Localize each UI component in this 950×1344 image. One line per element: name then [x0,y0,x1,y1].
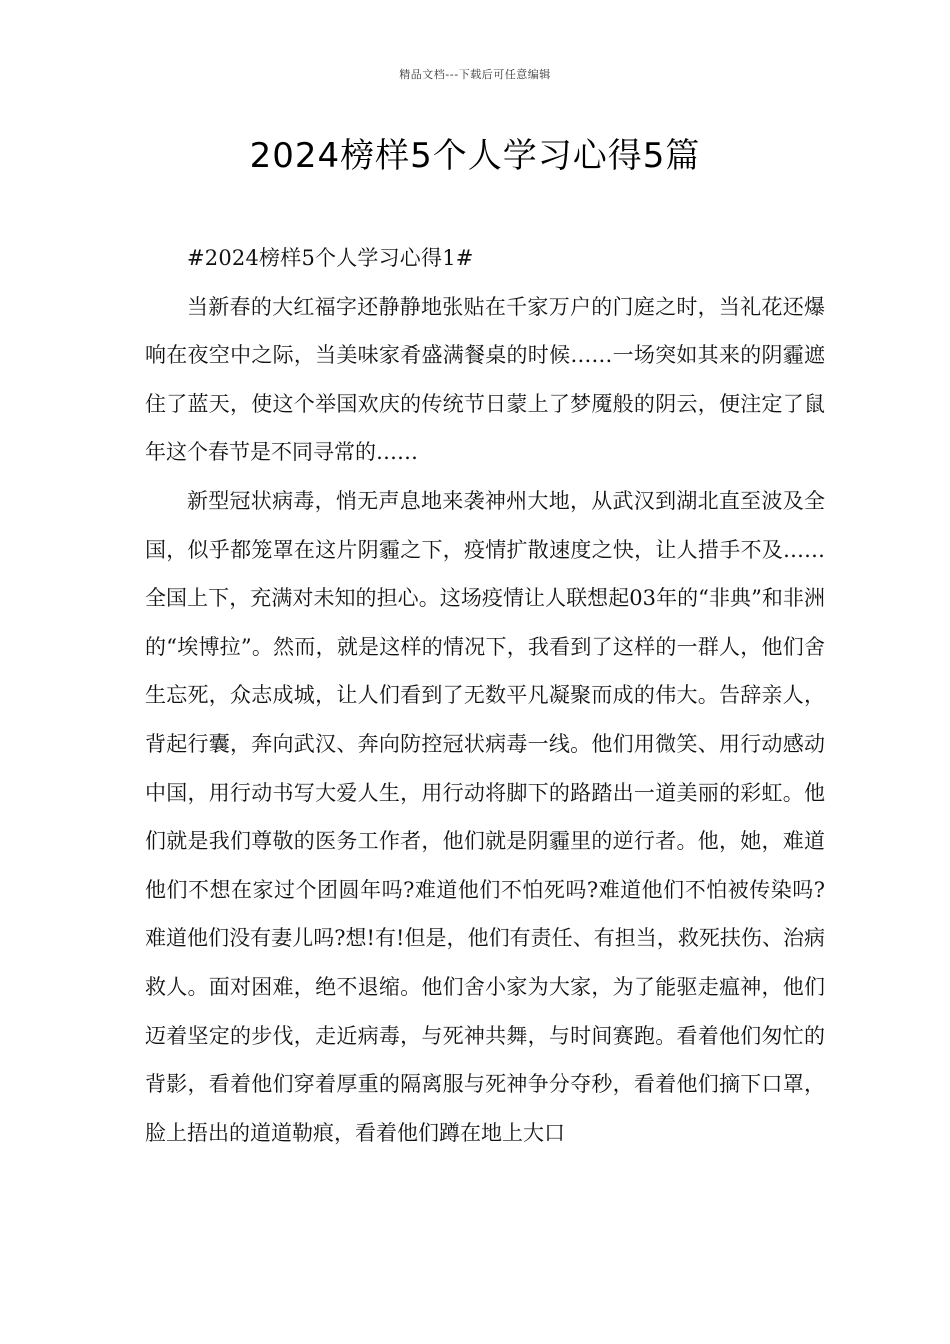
header-note: 精品文档---下载后可任意编辑 [399,68,551,81]
paragraph-2: 新型冠状病毒，悄无声息地来袭神州大地，从武汉到湖北直至波及全国，似乎都笼罩在这片阴霾之下，疫情扩散速度之快，让人措手不及……全国上下，充满对未知的担心。这场疫情让人联想起03年的“非典”和非洲的“埃博拉”。然而，就是这样的情况下，我看到了这样的一群人，他们舍生忘死，众志成城，让人们看到了无数平凡凝聚而成的伟大。告辞亲人，背起行囊，奔向武汉、奔向防控冠状病毒一线。他们用微笑、用行动感动中国，用行动书写大爱人生，用行动将脚下的路踏出一道美丽的彩虹。他们就是我们尊敬的医务工作者，他们就是阴霾里的逆行者。他，她，难道他们不想在家过个团圆年吗?难道他们不怕死吗?难道他们不怕被传染吗?难道他们没有妻儿吗?想!有!但是，他们有责任、有担当，救死扶伤、治病救人。面对困难，绝不退缩。他们舍小家为大家，为了能驱走瘟神，他们迈着坚定的步伐，走近病毒，与死神共舞，与时间赛跑。看着他们匆忙的背影，看着他们穿着厚重的隔离服与死神争分夺秒，看着他们摘下口罩，脸上捂出的道道勒痕，看着他们蹲在地上大口 [145,488,825,1145]
document-title: 2024榜样5个人学习心得5篇 [249,136,701,176]
paragraph-1: 当新春的大红福字还静静地张贴在千家万户的门庭之时，当礼花还爆响在夜空中之际，当美味家肴盛满餐桌的时候……一场突如其来的阴霾遮住了蓝天，使这个举国欢庆的传统节日蒙上了梦魇般的阴云，便注定了鼠年这个春节是不同寻常的…… [145,294,825,465]
document-body [145,234,825,1157]
section-heading: #2024榜样5个人学习心得1# [187,246,474,270]
